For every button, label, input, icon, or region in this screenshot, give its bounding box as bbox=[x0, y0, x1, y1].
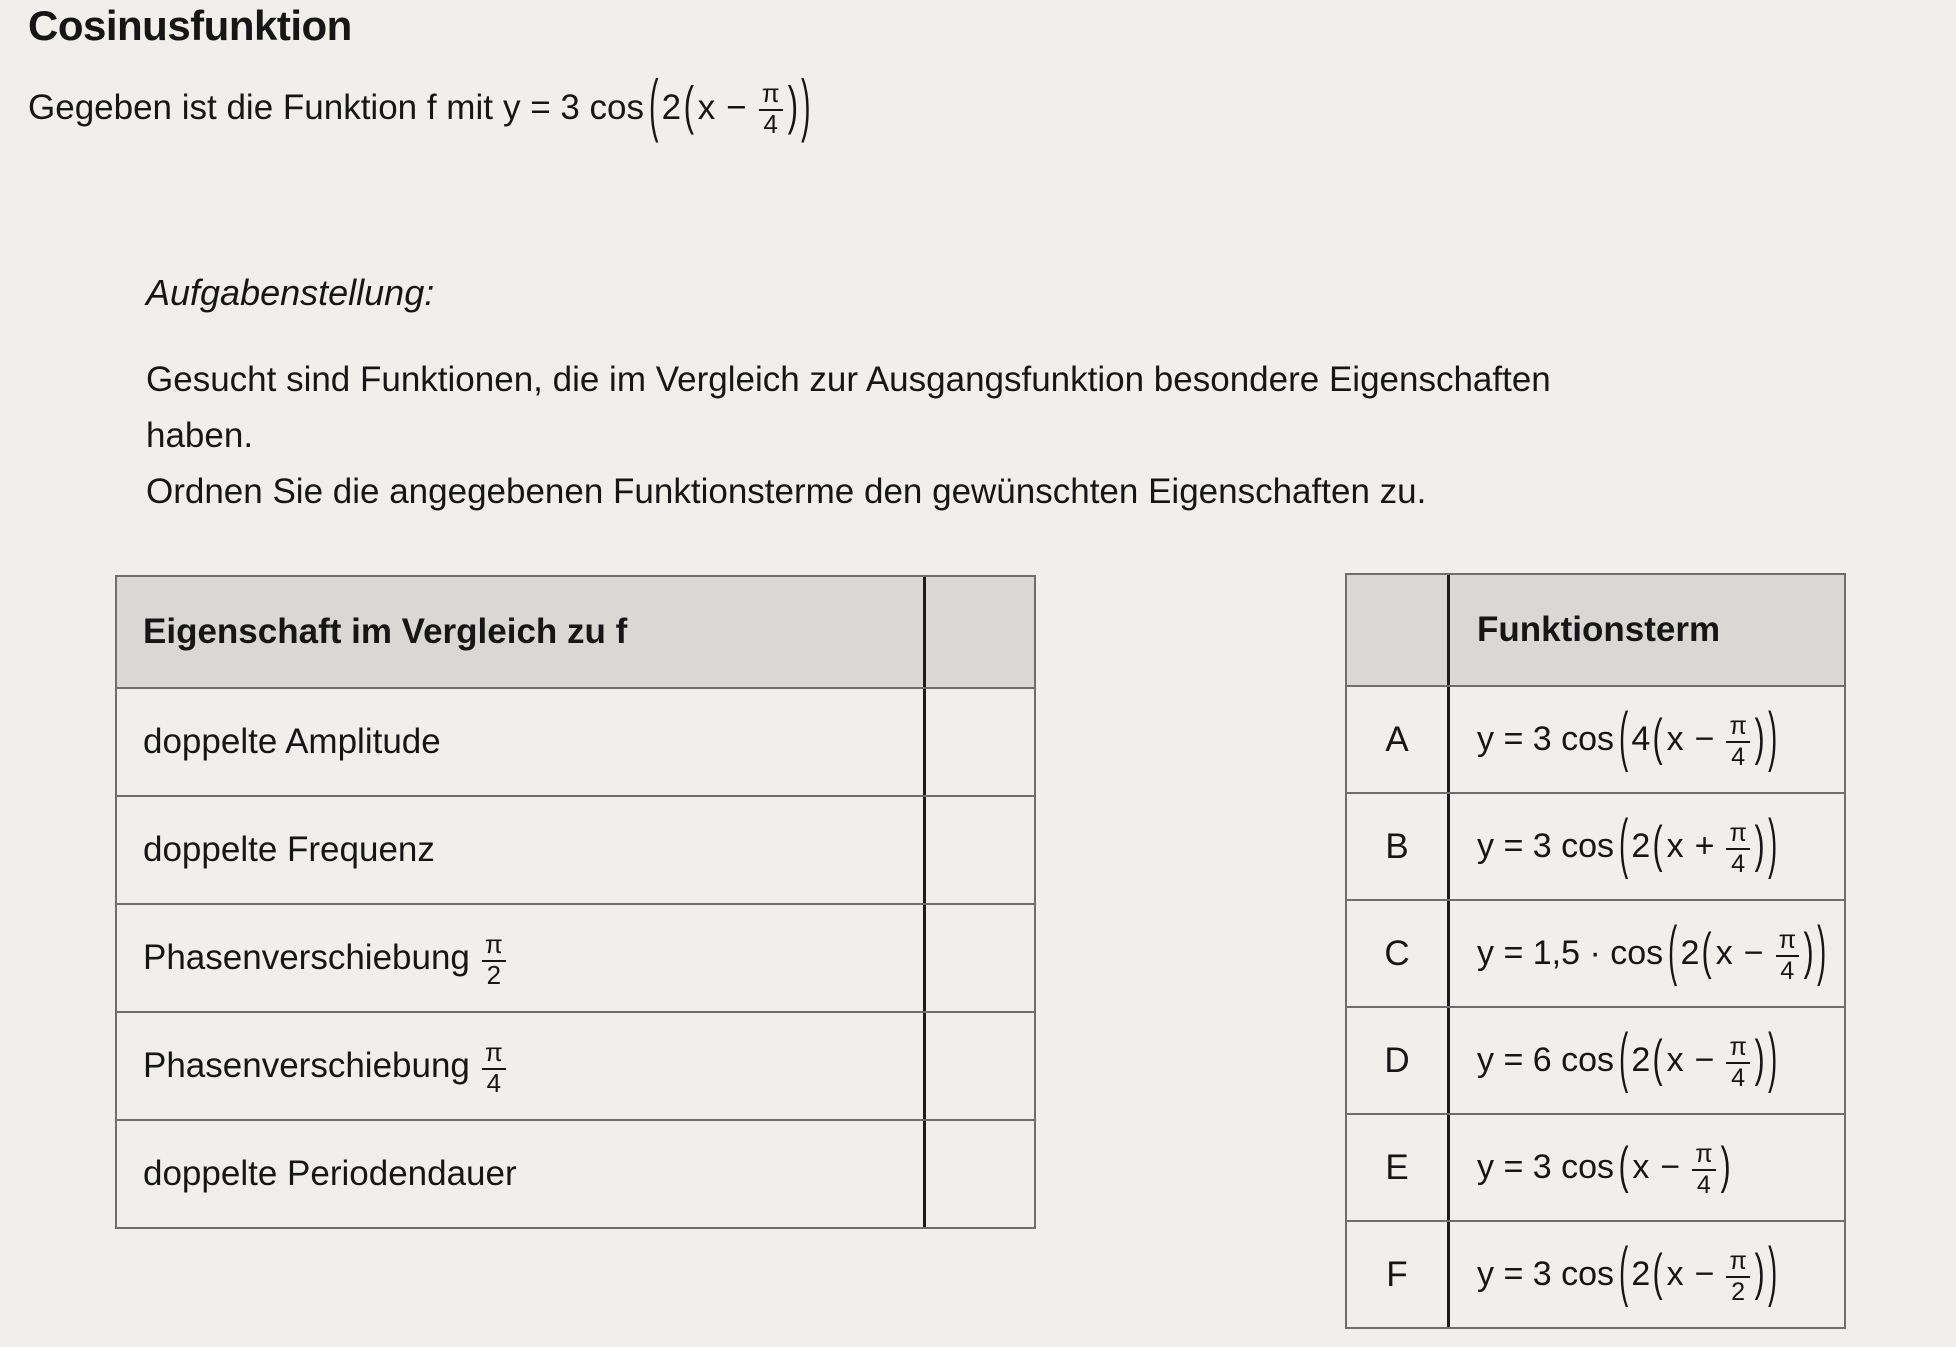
term-formula bbox=[1447, 1008, 1844, 1113]
property-label: doppelte Periodendauer bbox=[143, 1154, 517, 1193]
properties-table bbox=[115, 575, 1036, 1229]
given-function-line bbox=[28, 66, 813, 150]
page-title: Cosinusfunktion bbox=[28, 2, 352, 49]
term-letter: D bbox=[1384, 1040, 1410, 1080]
answer-cell[interactable] bbox=[923, 1121, 1034, 1227]
term-letter: E bbox=[1385, 1147, 1409, 1187]
term-formula bbox=[1447, 1222, 1844, 1327]
terms-header-row bbox=[1347, 575, 1844, 685]
formula-B: y = 3 cos ( 2 ( x + $\frac{\pi}{4}$ ) ) bbox=[1477, 806, 1778, 882]
term-formula bbox=[1447, 794, 1844, 899]
table-row bbox=[117, 687, 1034, 795]
formula-F: y = 3 cos ( 2 ( x − $\frac{\pi}{2}$ ) ) bbox=[1477, 1234, 1778, 1310]
answer-cell[interactable] bbox=[923, 905, 1034, 1011]
task-line-1: Gesucht sind Funktionen, die im Vergleich zur Ausgangsfunktion besondere Eigenschaften bbox=[146, 360, 1551, 399]
table-row bbox=[117, 1011, 1034, 1119]
task-paragraph bbox=[146, 352, 1551, 520]
term-letter: C bbox=[1384, 933, 1410, 973]
formula-C: y = 1,5 · cos ( 2 ( x − $\frac{\pi}{4}$ ) ) bbox=[1477, 913, 1827, 989]
given-function-formula: y = 3 cos ( 2 ( x − $\frac{\pi}{4}$ ) ) bbox=[502, 67, 811, 144]
term-letter: F bbox=[1386, 1254, 1408, 1294]
answer-cell[interactable] bbox=[923, 1013, 1034, 1119]
task-line-2: haben. bbox=[146, 416, 254, 455]
table-row bbox=[1347, 685, 1844, 792]
terms-header-letter-cell bbox=[1347, 575, 1447, 685]
term-formula bbox=[1447, 687, 1844, 792]
table-row bbox=[1347, 1113, 1844, 1220]
formula-A: y = 3 cos ( 4 ( x − $\frac{\pi}{4}$ ) ) bbox=[1477, 699, 1778, 775]
term-letter: A bbox=[1385, 719, 1409, 759]
properties-header-answer-cell bbox=[923, 577, 1034, 687]
table-row bbox=[117, 795, 1034, 903]
property-label: doppelte Frequenz bbox=[143, 830, 435, 869]
task-line-3: Ordnen Sie die angegebenen Funktionsterme den gewünschten Eigenschaften zu. bbox=[146, 472, 1427, 511]
answer-cell[interactable] bbox=[923, 689, 1034, 795]
given-function-text: Gegeben ist die Funktion f mit bbox=[28, 88, 493, 127]
table-row bbox=[117, 1119, 1034, 1227]
property-label-text: Phasenverschiebung bbox=[143, 938, 470, 977]
formula-E: y = 3 cos ( x − $\frac{\pi}{4}$ ) bbox=[1477, 1137, 1731, 1199]
property-label: doppelte Amplitude bbox=[143, 722, 441, 761]
property-label-text: Phasenverschiebung bbox=[143, 1046, 470, 1085]
table-row bbox=[1347, 1006, 1844, 1113]
pi-over-4-fraction: $\frac{\pi}{4}$ bbox=[482, 1040, 506, 1098]
table-row bbox=[1347, 1220, 1844, 1327]
term-formula bbox=[1447, 901, 1844, 1006]
property-label bbox=[117, 905, 923, 1011]
term-formula bbox=[1447, 1115, 1844, 1220]
task-label: Aufgabenstellung: bbox=[146, 272, 435, 313]
table-row bbox=[1347, 792, 1844, 899]
property-label bbox=[117, 1013, 923, 1119]
properties-header-label: Eigenschaft im Vergleich zu f bbox=[143, 612, 628, 651]
table-row bbox=[1347, 899, 1844, 1006]
properties-header-row bbox=[117, 577, 1034, 687]
answer-cell[interactable] bbox=[923, 797, 1034, 903]
pi-over-2-fraction: $\frac{\pi}{2}$ bbox=[482, 932, 506, 990]
terms-table bbox=[1345, 573, 1846, 1329]
formula-D: y = 6 cos ( 2 ( x − $\frac{\pi}{4}$ ) ) bbox=[1477, 1020, 1778, 1096]
terms-header-label: Funktionsterm bbox=[1447, 575, 1844, 685]
table-row bbox=[117, 903, 1034, 1011]
term-letter: B bbox=[1385, 826, 1409, 866]
